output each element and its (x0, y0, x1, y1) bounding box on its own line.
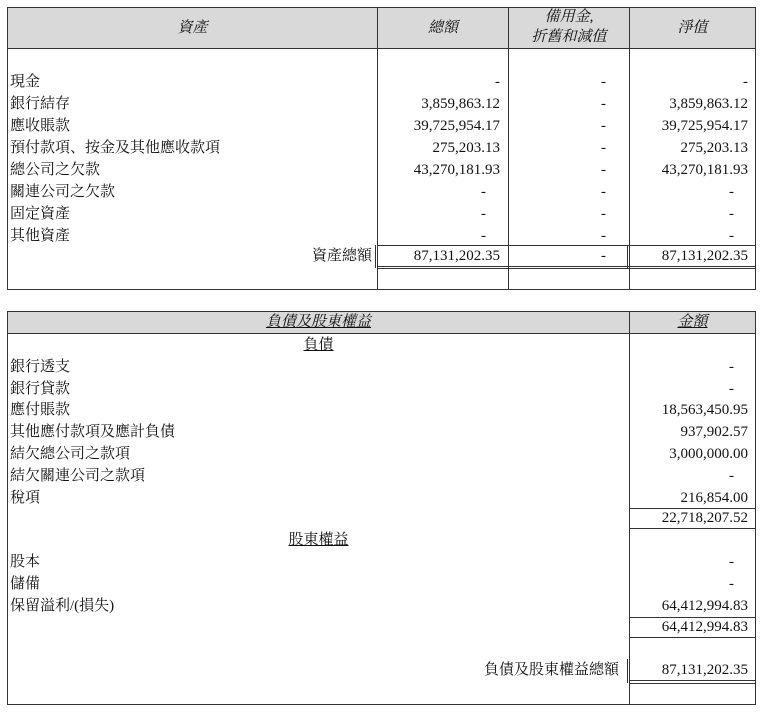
asset-label: 應收賬款 (10, 118, 71, 134)
provision-total: - (601, 248, 606, 264)
asset-label: 關連公司之欠款 (10, 184, 116, 200)
provision-value: - (601, 162, 606, 178)
gross-column-header: 總額 (427, 20, 458, 36)
equity-label: 儲備 (10, 576, 41, 592)
gross-value: 39,725,954.17 (413, 118, 500, 134)
provision-value: - (601, 206, 606, 222)
asset-label: 現金 (10, 74, 41, 90)
net-value: 39,725,954.17 (661, 118, 748, 134)
equity-amount: - (729, 554, 734, 570)
asset-column-header: 資產 (177, 20, 208, 36)
liabilities-subtotal: 22,718,207.52 (661, 510, 748, 526)
equity-label: 股本 (10, 554, 41, 570)
asset-label: 其他資產 (10, 228, 71, 244)
assets-total-label: 資產總額 (312, 248, 373, 264)
net-total: 87,131,202.35 (661, 248, 748, 264)
liability-amount: 216,854.00 (680, 490, 748, 506)
liability-amount: 18,563,450.95 (661, 402, 748, 418)
provision-value: - (601, 74, 606, 90)
liability-amount: - (729, 468, 734, 484)
equity-amount: 64,412,994.83 (661, 598, 748, 614)
net-column-header: 淨值 (677, 20, 708, 36)
liability-amount: 3,000,000.00 (669, 446, 748, 462)
gross-total: 87,131,202.35 (413, 248, 500, 264)
liabilities-equity-total-label: 負債及股東權益總額 (484, 662, 620, 678)
net-value: - (743, 74, 748, 90)
gross-value: 3,859,863.12 (421, 96, 500, 112)
provision-value: - (601, 118, 606, 134)
net-value: 43,270,181.93 (661, 162, 748, 178)
gross-value: - (481, 184, 486, 200)
gross-value: 43,270,181.93 (413, 162, 500, 178)
liability-amount: - (729, 359, 734, 375)
net-value: - (729, 228, 734, 244)
liabilities-section-heading: 負債 (303, 337, 334, 353)
gross-value: - (495, 74, 500, 90)
liability-label: 銀行貸款 (10, 381, 71, 397)
equity-amount: - (729, 576, 734, 592)
equity-section-heading: 股東權益 (288, 532, 349, 548)
provision-column-header-line1: 備用金, (544, 9, 594, 25)
asset-label: 預付款項、按金及其他應收款項 (10, 140, 221, 156)
liability-label: 其他應付款項及應計負債 (10, 424, 176, 440)
gross-value: - (481, 228, 486, 244)
provision-column-header-line2: 折舊和減值 (531, 29, 607, 45)
liability-label: 稅項 (10, 490, 41, 506)
net-value: - (729, 206, 734, 222)
liability-amount: 937,902.57 (680, 424, 748, 440)
liability-label: 應付賬款 (10, 402, 71, 418)
asset-label: 固定資產 (10, 206, 71, 222)
equity-subtotal: 64,412,994.83 (661, 619, 748, 635)
amount-column-header: 金額 (677, 314, 708, 330)
provision-value: - (601, 140, 606, 156)
equity-label: 保留溢利/(損失) (10, 598, 115, 614)
liability-label: 結欠關連公司之款項 (10, 468, 146, 484)
asset-label: 總公司之欠款 (10, 162, 101, 178)
liabilities-equity-header: 負債及股東權益 (265, 314, 371, 330)
asset-label: 銀行結存 (10, 96, 71, 112)
gross-value: - (481, 206, 486, 222)
provision-value: - (601, 96, 606, 112)
liability-label: 結欠總公司之款項 (10, 446, 131, 462)
provision-value: - (601, 228, 606, 244)
liability-label: 銀行透支 (10, 359, 71, 375)
liabilities-equity-total: 87,131,202.35 (661, 662, 748, 678)
net-value: 275,203.13 (680, 140, 748, 156)
provision-value: - (601, 184, 606, 200)
net-value: - (729, 184, 734, 200)
gross-value: 275,203.13 (432, 140, 500, 156)
liability-amount: - (729, 381, 734, 397)
net-value: 3,859,863.12 (669, 96, 748, 112)
